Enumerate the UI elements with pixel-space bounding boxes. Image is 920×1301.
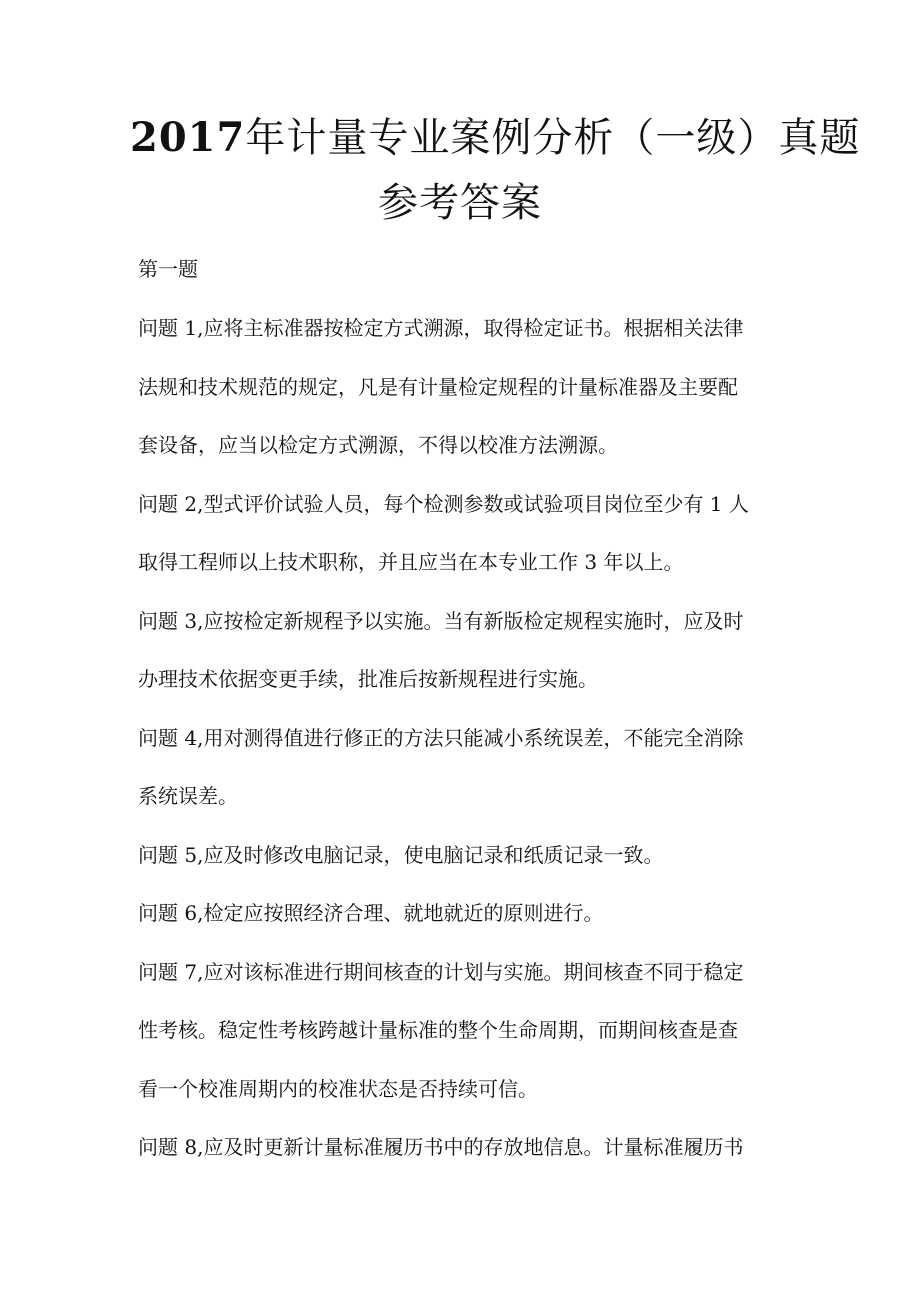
- answer-line: 看一个校准周期内的校准状态是否持续可信。: [138, 1076, 538, 1101]
- answer-line: 问题 2,型式评价试验人员，每个检测参数或试验项目岗位至少有 1 人: [138, 491, 749, 516]
- answer-line: 问题 6,检定应按照经济合理、就地就近的原则进行。: [138, 901, 604, 925]
- answer-line: 法规和技术规范的规定，凡是有计量检定规程的计量标准器及主要配: [138, 374, 738, 399]
- answer-paragraph-4: [138, 709, 788, 826]
- answer-paragraph-2: [138, 475, 788, 592]
- answer-line: 问题 1,应将主标准器按检定方式溯源，取得检定证书。根据相关法律: [138, 316, 744, 340]
- answer-line: 办理技术依据变更手续，批准后按新规程进行实施。: [138, 667, 598, 691]
- document-title-line-2: 参考答案: [378, 180, 542, 226]
- title-year: 2017: [130, 114, 246, 161]
- answer-paragraph-5: [138, 826, 788, 885]
- answer-line: 问题 8,应及时更新计量标准履历书中的存放地信息。计量标准履历书: [138, 1135, 744, 1159]
- title-text: 年计量专业案例分析（一级）真题: [245, 115, 861, 161]
- answer-paragraph-1: [138, 299, 788, 475]
- answer-line: 问题 7,应对该标准进行期间核查的计划与实施。期间核查不同于稳定: [138, 959, 744, 984]
- answer-line: 问题 5,应及时修改电脑记录，使电脑记录和纸质记录一致。: [138, 842, 664, 867]
- answer-line: 取得工程师以上技术职称，并且应当在本专业工作 3 年以上。: [138, 550, 684, 574]
- answer-paragraph-6: [138, 884, 788, 943]
- section-heading: 第一题: [138, 257, 198, 281]
- answer-paragraph-3: [138, 592, 788, 709]
- answer-line: 套设备，应当以检定方式溯源，不得以校准方法溯源。: [138, 433, 618, 457]
- answer-line: 性考核。稳定性考核跨越计量标准的整个生命周期，而期间核查是查: [138, 1018, 738, 1042]
- answer-line: 问题 3,应按检定新规程予以实施。当有新版检定规程实施时，应及时: [138, 608, 744, 633]
- answer-paragraph-8: [138, 1118, 788, 1177]
- answer-line: 系统误差。: [138, 784, 238, 808]
- answer-body: [138, 299, 788, 1177]
- document-title-line-1: [130, 114, 861, 161]
- answer-paragraph-7: [138, 943, 788, 1119]
- answer-line: 问题 4,用对测得值进行修正的方法只能减小系统误差，不能完全消除: [138, 725, 744, 750]
